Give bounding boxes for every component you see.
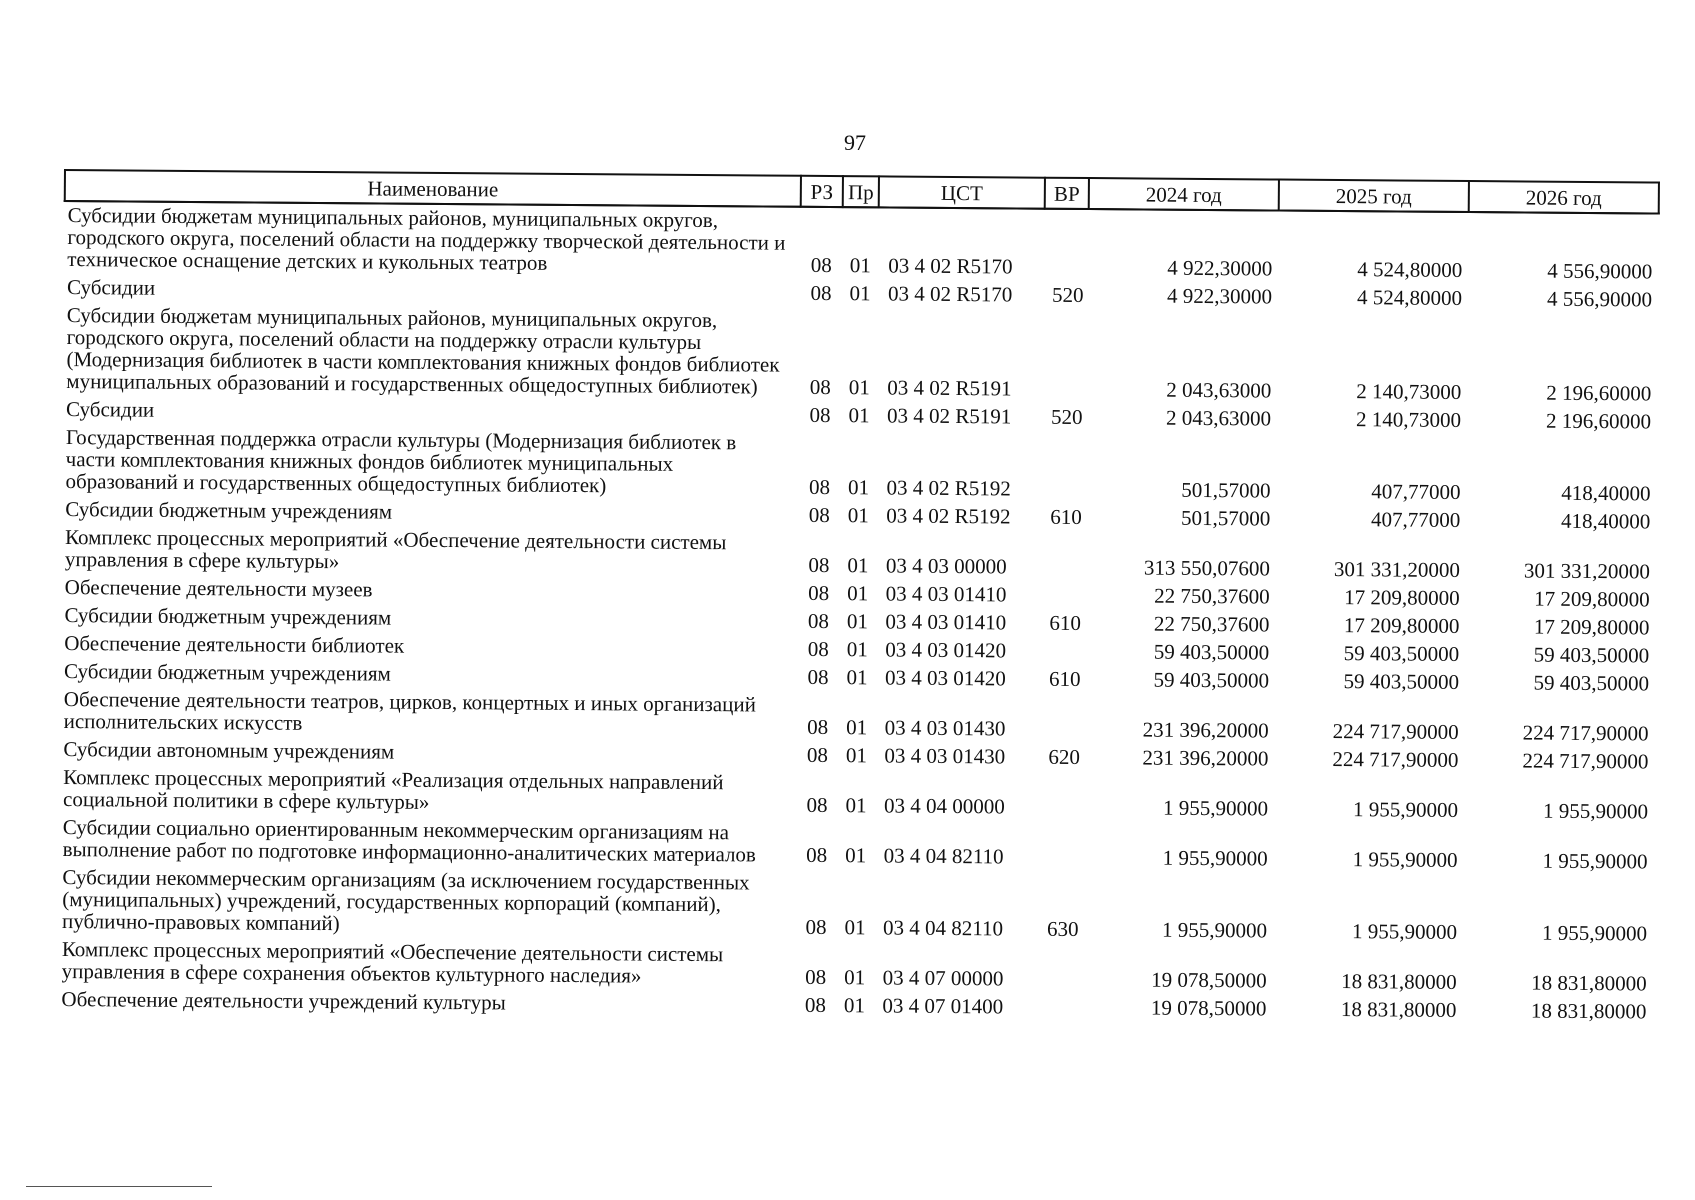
header-vr: ВР [1045, 178, 1089, 209]
row-rz: 08 [807, 714, 829, 740]
row-rz: 08 [806, 742, 829, 768]
row-cst: 03 4 03 01410 [885, 581, 1007, 607]
row-amount-2024: 59 403,50000 [1153, 667, 1270, 693]
row-vr: 610 [1049, 610, 1082, 636]
row-name: Субсидии [66, 397, 155, 422]
row-amount-2025: 17 209,80000 [1344, 585, 1460, 610]
header-2025: 2025 год [1279, 180, 1469, 212]
row-name: Комплекс процессных мероприятий «Реализация отдельных направлений социальной политики в сфере культуры» [62, 765, 724, 814]
row-cst: 03 4 02 R5192 [886, 503, 1011, 529]
row-amount-2025: 1 955,90000 [1351, 919, 1458, 944]
row-amount-2024: 1 955,90000 [1162, 795, 1269, 821]
row-cst: 03 4 03 01430 [884, 743, 1006, 769]
row-vr: 620 [1048, 744, 1081, 769]
row-vr [1041, 638, 1085, 666]
row-name: Субсидии бюджетам муниципальных районов, муниципальных округов, городского округа, поселений области на поддержку творческой деятельности и техническое оснащение детских и кукольных театров [67, 203, 786, 275]
row-amount-2024: 501,57000 [1181, 477, 1271, 503]
row-amount-2025: 224 717,90000 [1332, 718, 1459, 744]
row-amount-2026: 2 196,60000 [1545, 408, 1652, 434]
row-amount-2024: 1 955,90000 [1162, 845, 1268, 871]
row-amount-2024: 19 078,50000 [1151, 967, 1267, 993]
row-pr: 01 [844, 915, 866, 940]
table-body [58, 201, 1658, 1026]
row-pr: 01 [843, 993, 866, 1018]
row-vr: 610 [1050, 504, 1082, 530]
row-rz: 08 [804, 992, 827, 1018]
table-row [64, 201, 1659, 287]
row-amount-2024: 2 043,63000 [1166, 377, 1272, 403]
row-amount-2026: 1 955,90000 [1542, 798, 1649, 824]
row-pr: 01 [847, 581, 869, 606]
row-name: Государственная поддержка отрасли культуры (Модернизация библиотек в части комплектования книжных фондов библиотек муниципальных образований и государственных общедоступных библиотек) [65, 425, 737, 498]
header-name: Наименование [65, 170, 801, 207]
row-amount-2026: 18 831,80000 [1531, 970, 1647, 996]
row-pr: 01 [846, 665, 868, 690]
row-amount-2025: 407,77000 [1370, 507, 1461, 532]
row-amount-2025: 18 831,80000 [1341, 969, 1457, 994]
row-amount-2024: 22 750,37600 [1153, 611, 1270, 637]
row-name: Обеспечение деятельности музеев [64, 575, 373, 602]
row-cst: 03 4 07 00000 [882, 965, 1004, 991]
row-amount-2024: 2 043,63000 [1165, 405, 1272, 431]
row-vr [1039, 944, 1083, 994]
row-name: Субсидии бюджетным учреждениям [64, 603, 392, 630]
row-name: Обеспечение деятельности театров, цирков, концертных и иных организаций исполнительских искусств [63, 687, 756, 735]
row-amount-2024: 4 922,30000 [1167, 255, 1273, 281]
row-cst: 03 4 04 82110 [882, 915, 1004, 941]
row-pr: 01 [845, 843, 867, 868]
row-amount-2024: 1 955,90000 [1161, 917, 1268, 943]
row-amount-2026: 17 209,80000 [1534, 586, 1650, 612]
row-amount-2026: 224 717,90000 [1522, 720, 1649, 746]
row-rz: 08 [810, 280, 832, 306]
row-amount-2024: 231 396,20000 [1142, 745, 1269, 771]
page-number: 97 [844, 130, 866, 155]
row-amount-2026: 1 955,90000 [1542, 848, 1648, 874]
row-amount-2025: 17 209,80000 [1343, 613, 1460, 638]
row-name: Субсидии бюджетным учреждениям [63, 659, 391, 686]
row-cst: 03 4 07 01400 [882, 993, 1004, 1019]
row-vr [1042, 432, 1087, 504]
row-cst: 03 4 03 01420 [885, 637, 1007, 663]
row-rz: 08 [808, 474, 831, 500]
row-pr: 01 [844, 965, 866, 990]
row-amount-2026: 4 556,90000 [1546, 286, 1653, 312]
row-pr: 01 [847, 553, 869, 578]
row-rz: 08 [807, 608, 830, 634]
budget-table [57, 169, 1660, 1027]
row-pr: 01 [846, 609, 869, 634]
footer-rule [26, 1186, 212, 1187]
row-amount-2025: 18 831,80000 [1340, 997, 1457, 1022]
row-rz: 08 [806, 792, 828, 818]
row-amount-2025: 4 524,80000 [1357, 257, 1463, 282]
row-cst: 03 4 03 01420 [884, 665, 1006, 691]
row-amount-2026: 418,40000 [1561, 480, 1651, 506]
row-rz: 08 [807, 636, 829, 662]
row-pr: 01 [849, 253, 871, 278]
row-cst: 03 4 03 01430 [884, 715, 1006, 741]
row-vr [1040, 772, 1084, 822]
header-pr: Пр [843, 176, 879, 207]
row-pr: 01 [846, 637, 868, 662]
row-vr [1038, 994, 1082, 1022]
row-name: Субсидии некоммерческим организациям (за исключением государственных (муниципальных) учреждений, государственных корпораций (компаний), публично-правовых компаний) [61, 865, 750, 936]
row-rz: 08 [808, 580, 830, 606]
header-cst: ЦСТ [879, 176, 1045, 208]
row-pr: 01 [847, 475, 870, 500]
row-amount-2024: 59 403,50000 [1153, 639, 1270, 665]
header-2026: 2026 год [1469, 181, 1659, 213]
row-amount-2025: 1 955,90000 [1352, 797, 1459, 822]
row-name: Субсидии бюджетам муниципальных районов, муниципальных округов, городского округа, поселений области на поддержку отрасли культуры (Модернизация библиотек в части комплектования книжных фондов библиотек муниципальных образований и государственных общедоступных библиотек) [66, 303, 780, 399]
row-rz: 08 [809, 374, 831, 400]
row-cst: 03 4 04 00000 [883, 793, 1005, 819]
row-cst: 03 4 03 00000 [885, 553, 1007, 579]
row-rz: 08 [808, 552, 830, 578]
header-2024: 2024 год [1089, 178, 1279, 210]
header-rz: РЗ [801, 176, 843, 207]
budget-table-container [57, 169, 1658, 1026]
row-rz: 08 [805, 914, 827, 940]
row-amount-2025: 301 331,20000 [1333, 556, 1460, 582]
row-name: Субсидии социально ориентированным некоммерческим организациям на выполнение работ по подготовке информационно-аналитических материалов [62, 815, 757, 867]
row-amount-2026: 17 209,80000 [1533, 614, 1650, 640]
table-row [63, 302, 1658, 409]
row-pr: 01 [847, 503, 869, 528]
row-amount-2025: 2 140,73000 [1356, 379, 1462, 404]
row-pr: 01 [845, 793, 867, 818]
row-amount-2024: 501,57000 [1180, 505, 1271, 531]
row-amount-2026: 2 196,60000 [1546, 380, 1652, 406]
row-amount-2026: 224 717,90000 [1522, 748, 1649, 774]
row-amount-2025: 407,77000 [1371, 479, 1461, 504]
row-cst: 03 4 02 R5192 [886, 475, 1011, 501]
row-name: Комплекс процессных мероприятий «Обеспечение деятельности системы управления в сфере культуры» [64, 525, 727, 574]
row-vr: 610 [1048, 666, 1081, 691]
row-name: Субсидии автономным учреждениям [63, 737, 395, 764]
row-cst: 03 4 02 R5170 [887, 281, 1013, 307]
row-amount-2026: 301 331,20000 [1523, 558, 1650, 584]
row-amount-2025: 1 955,90000 [1352, 847, 1458, 872]
row-vr [1042, 532, 1086, 582]
row-cst: 03 4 04 82110 [883, 843, 1004, 869]
row-amount-2026: 418,40000 [1560, 508, 1651, 534]
row-amount-2024: 19 078,50000 [1150, 995, 1267, 1021]
row-vr: 520 [1050, 404, 1083, 430]
row-vr [1043, 310, 1088, 404]
row-amount-2026: 18 831,80000 [1530, 998, 1647, 1024]
row-name: Субсидии [66, 275, 156, 300]
row-rz: 08 [808, 502, 830, 528]
row-name: Комплекс процессных мероприятий «Обеспечение деятельности системы управления в сфере сохранения объектов культурного наследия» [61, 937, 724, 988]
row-amount-2025: 59 403,50000 [1343, 669, 1460, 694]
row-rz: 08 [810, 252, 832, 278]
table-row [62, 424, 1657, 509]
row-cst: 03 4 02 R5191 [887, 375, 1012, 401]
row-vr [1041, 694, 1085, 744]
row-amount-2025: 2 140,73000 [1355, 407, 1462, 432]
row-rz: 08 [805, 964, 827, 990]
row-name: Обеспечение деятельности учреждений культуры [61, 987, 506, 1015]
row-cst: 03 4 03 01410 [885, 609, 1007, 635]
row-cst: 03 4 02 R5191 [886, 403, 1012, 429]
row-name: Субсидии бюджетным учреждениям [65, 497, 393, 524]
row-pr: 01 [846, 715, 868, 740]
row-rz: 08 [809, 402, 831, 428]
row-rz: 08 [807, 664, 829, 690]
row-amount-2025: 59 403,50000 [1343, 641, 1460, 666]
row-amount-2024: 231 396,20000 [1142, 717, 1269, 743]
row-pr: 01 [848, 403, 870, 428]
row-vr [1044, 209, 1089, 282]
row-vr: 520 [1051, 282, 1084, 308]
row-cst: 03 4 02 R5170 [888, 253, 1013, 279]
row-amount-2026: 59 403,50000 [1533, 670, 1650, 696]
row-amount-2025: 224 717,90000 [1332, 746, 1459, 772]
row-vr [1042, 582, 1086, 610]
row-vr: 630 [1046, 916, 1079, 941]
row-amount-2024: 4 922,30000 [1166, 283, 1273, 309]
row-vr [1040, 822, 1084, 872]
row-pr: 01 [845, 743, 868, 768]
row-amount-2026: 4 556,90000 [1547, 258, 1653, 284]
row-amount-2025: 4 524,80000 [1356, 285, 1463, 310]
row-amount-2026: 59 403,50000 [1533, 642, 1650, 668]
row-amount-2024: 22 750,37600 [1154, 583, 1270, 609]
row-rz: 08 [806, 842, 828, 868]
row-pr: 01 [848, 375, 870, 400]
row-amount-2026: 1 955,90000 [1541, 920, 1648, 946]
row-amount-2024: 313 550,07600 [1143, 555, 1270, 581]
row-pr: 01 [849, 281, 871, 306]
row-name: Обеспечение деятельности библиотек [64, 631, 405, 658]
table-row [59, 864, 1654, 949]
